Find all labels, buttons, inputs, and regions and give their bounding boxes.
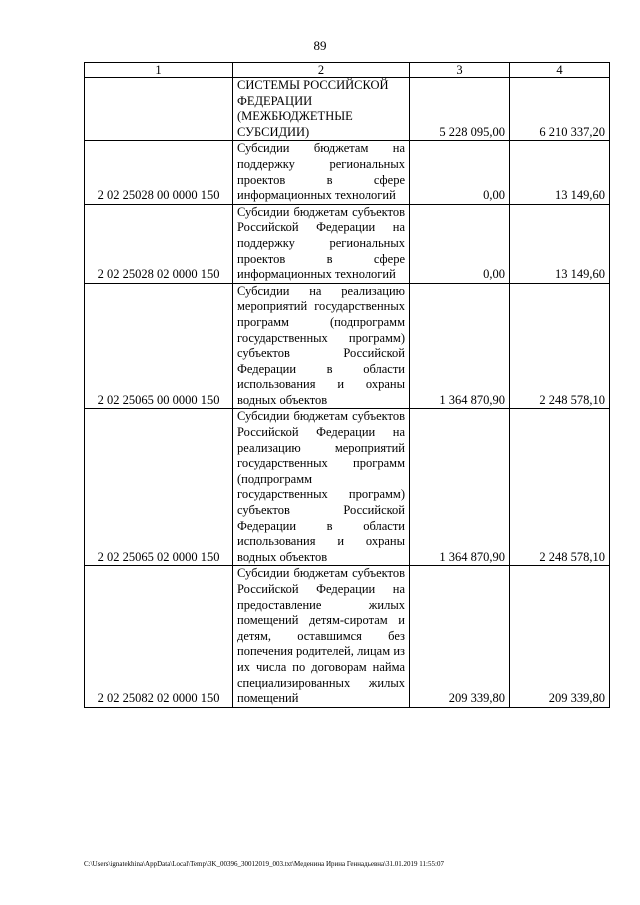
column-header-1: 1 xyxy=(85,63,233,78)
row-value-4: 2 248 578,10 xyxy=(510,409,610,566)
table-row xyxy=(85,566,610,707)
row-value-3: 0,00 xyxy=(410,204,510,283)
file-path-footer: C:\Users\ignatekhina\AppData\Local\Temp\3K_00396_30012019_003.txt\Меденина Ирина Геннадьевна\31.01.2019 11:55:07 xyxy=(84,860,444,868)
row-value-3: 1 364 870,90 xyxy=(410,409,510,566)
budget-table xyxy=(84,62,610,708)
row-value-3: 209 339,80 xyxy=(410,566,510,707)
row-code: 2 02 25065 02 0000 150 xyxy=(85,409,233,566)
table-row xyxy=(85,141,610,204)
row-code: 2 02 25028 02 0000 150 xyxy=(85,204,233,283)
row-name: СИСТЕМЫ РОССИЙСКОЙ ФЕДЕРАЦИИ (МЕЖБЮДЖЕТНЫЕ СУБСИДИИ) xyxy=(233,78,410,141)
page-number: 89 xyxy=(313,38,327,53)
row-name: Субсидии бюджетам субъектов Российской Федерации на реализацию мероприятий государственных программ (подпрограмм государственных программ) субъектов Российской Федерации в области использования и охраны водных объектов xyxy=(233,409,410,566)
table-row xyxy=(85,409,610,566)
row-name: Субсидии бюджетам на поддержку региональных проектов в сфере информационных технологий xyxy=(233,141,410,204)
column-header-2: 2 xyxy=(233,63,410,78)
row-value-3: 5 228 095,00 xyxy=(410,78,510,141)
row-value-4: 13 149,60 xyxy=(510,141,610,204)
row-value-4: 6 210 337,20 xyxy=(510,78,610,141)
row-value-4: 2 248 578,10 xyxy=(510,283,610,409)
row-code xyxy=(85,78,233,141)
row-name: Субсидии бюджетам субъектов Российской Федерации на поддержку региональных проектов в сфере информационных технологий xyxy=(233,204,410,283)
row-code: 2 02 25028 00 0000 150 xyxy=(85,141,233,204)
row-name: Субсидии на реализацию мероприятий государственных программ (подпрограмм государственных программ) субъектов Российской Федерации в области использования и охраны водных объектов xyxy=(233,283,410,409)
column-header-3: 3 xyxy=(410,63,510,78)
row-value-3: 0,00 xyxy=(410,141,510,204)
table-header-row xyxy=(85,63,610,78)
row-code: 2 02 25065 00 0000 150 xyxy=(85,283,233,409)
column-header-4: 4 xyxy=(510,63,610,78)
table-row xyxy=(85,204,610,283)
row-value-4: 209 339,80 xyxy=(510,566,610,707)
table-row xyxy=(85,283,610,409)
row-name: Субсидии бюджетам субъектов Российской Федерации на предоставление жилых помещений детям-сиротам и детям, оставшимся без попечения родителей, лицам из их числа по договорам найма специализированных жилых помещений xyxy=(233,566,410,707)
row-code: 2 02 25082 02 0000 150 xyxy=(85,566,233,707)
row-value-4: 13 149,60 xyxy=(510,204,610,283)
table-row xyxy=(85,78,610,141)
row-value-3: 1 364 870,90 xyxy=(410,283,510,409)
